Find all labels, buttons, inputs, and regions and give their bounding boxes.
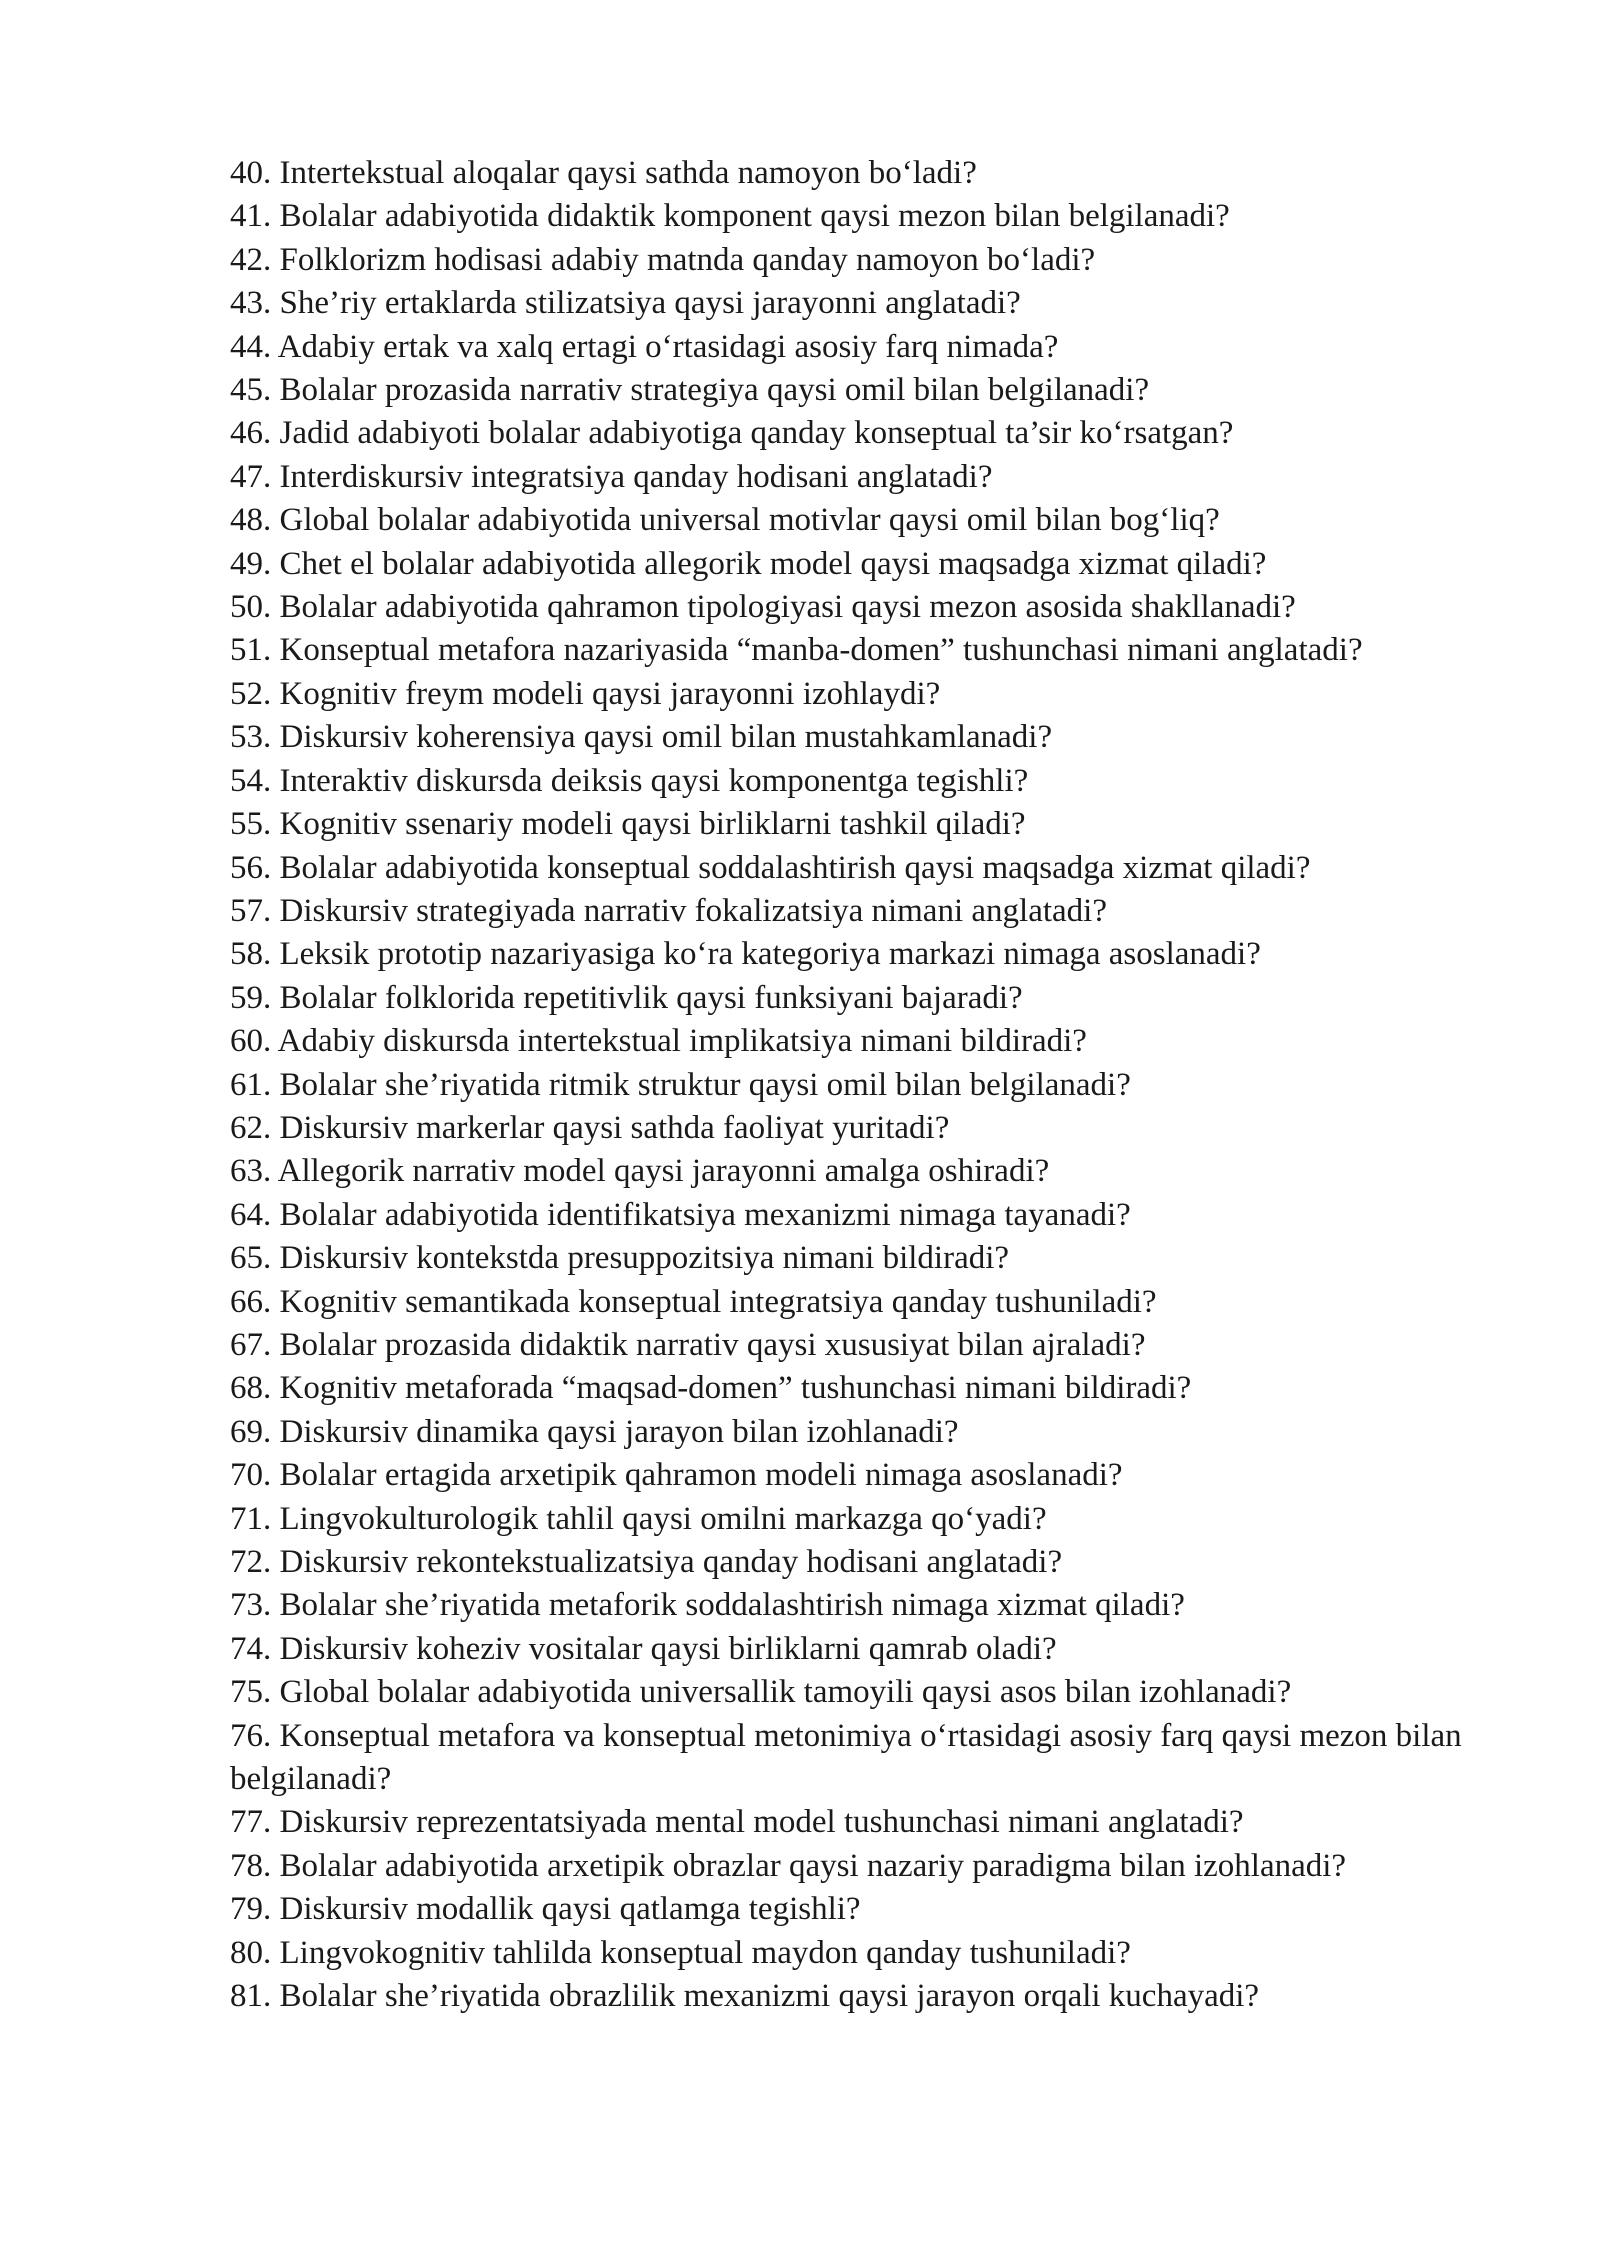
- question-item: 57. Diskursiv strategiyada narrativ fokalizatsiya nimani anglatadi?: [230, 892, 1107, 929]
- question-item: 56. Bolalar adabiyotida konseptual soddalashtirish qaysi maqsadga xizmat qiladi?: [230, 849, 1311, 886]
- question-item: 78. Bolalar adabiyotida arxetipik obrazlar qaysi nazariy paradigma bilan izohlanadi?: [230, 1847, 1347, 1884]
- question-item: 44. Adabiy ertak va xalq ertagi o‘rtasidagi asosiy farq nimada?: [230, 328, 1059, 365]
- question-item: 45. Bolalar prozasida narrativ strategiya qaysi omil bilan belgilanadi?: [230, 372, 1150, 409]
- question-item: 46. Jadid adabiyoti bolalar adabiyotiga qanday konseptual ta’sir ko‘rsatgan?: [230, 415, 1234, 452]
- question-item: 47. Interdiskursiv integratsiya qanday hodisani anglatadi?: [230, 458, 993, 495]
- question-item: 50. Bolalar adabiyotida qahramon tipologiyasi qaysi mezon asosida shakllanadi?: [230, 589, 1296, 626]
- question-item: 79. Diskursiv modallik qaysi qatlamga tegishli?: [230, 1891, 861, 1928]
- question-item: 48. Global bolalar adabiyotida universal motivlar qaysi omil bilan bog‘liq?: [230, 502, 1220, 539]
- question-item: 67. Bolalar prozasida didaktik narrativ qaysi xususiyat bilan ajraladi?: [230, 1326, 1146, 1363]
- question-item: 61. Bolalar she’riyatida ritmik struktur qaysi omil bilan belgilanadi?: [230, 1066, 1131, 1103]
- question-item: 71. Lingvokulturologik tahlil qaysi omilni markazga qo‘yadi?: [230, 1500, 1047, 1537]
- question-item: 58. Leksik prototip nazariyasiga ko‘ra kategoriya markazi nimaga asoslanadi?: [230, 936, 1261, 973]
- question-item: 72. Diskursiv rekontekstualizatsiya qanday hodisani anglatadi?: [230, 1544, 1063, 1580]
- question-item: 64. Bolalar adabiyotida identifikatsiya mexanizmi nimaga tayanadi?: [230, 1196, 1131, 1233]
- question-item: 62. Diskursiv markerlar qaysi sathda faoliyat yuritadi?: [230, 1109, 950, 1146]
- question-item: 54. Interaktiv diskursda deiksis qaysi komponentga tegishli?: [230, 762, 1029, 799]
- question-item: 65. Diskursiv kontekstda presuppozitsiya nimani bildiradi?: [230, 1240, 1010, 1277]
- question-item: 81. Bolalar she’riyatida obrazlilik mexanizmi qaysi jarayon orqali kuchayadi?: [230, 1978, 1260, 2015]
- question-item: 70. Bolalar ertagida arxetipik qahramon modeli nimaga asoslanadi?: [230, 1457, 1123, 1494]
- question-item: 60. Adabiy diskursda intertekstual implikatsiya nimani bildiradi?: [230, 1023, 1087, 1060]
- question-item: 69. Diskursiv dinamika qaysi jarayon bilan izohlanadi?: [230, 1413, 959, 1450]
- question-item: 52. Kognitiv freym modeli qaysi jarayonni izohlaydi?: [230, 675, 941, 712]
- question-item: 51. Konseptual metafora nazariyasida “manba-domen” tushunchasi nimani anglatadi?: [230, 632, 1363, 669]
- question-item: 80. Lingvokognitiv tahlilda konseptual maydon qanday tushuniladi?: [230, 1934, 1131, 1971]
- question-item: 41. Bolalar adabiyotida didaktik komponent qaysi mezon bilan belgilanadi?: [230, 198, 1230, 235]
- question-item: 77. Diskursiv reprezentatsiyada mental model tushunchasi nimani anglatadi?: [230, 1804, 1244, 1841]
- question-item: 42. Folklorizm hodisasi adabiy matnda qanday namoyon bo‘ladi?: [230, 241, 1096, 278]
- question-list: [230, 152, 1480, 2018]
- question-item: 68. Kognitiv metaforada “maqsad-domen” tushunchasi nimani bildiradi?: [230, 1370, 1192, 1407]
- question-item: 43. She’riy ertaklarda stilizatsiya qaysi jarayonni anglatadi?: [230, 285, 1021, 322]
- question-item: 53. Diskursiv koherensiya qaysi omil bilan mustahkamlanadi?: [230, 719, 1053, 756]
- question-item: 63. Allegorik narrativ model qaysi jarayonni amalga oshiradi?: [230, 1153, 1050, 1190]
- question-item: 40. Intertekstual aloqalar qaysi sathda namoyon bo‘ladi?: [230, 155, 977, 191]
- question-item: 76. Konseptual metafora va konseptual metonimiya o‘rtasidagi asosiy farq qaysi mezon bilan belgilanadi?: [230, 1717, 1462, 1798]
- question-item: 75. Global bolalar adabiyotida universallik tamoyili qaysi asos bilan izohlanadi?: [230, 1674, 1292, 1711]
- question-item: 55. Kognitiv ssenariy modeli qaysi birliklarni tashkil qiladi?: [230, 806, 1026, 843]
- question-item: 66. Kognitiv semantikada konseptual integratsiya qanday tushuniladi?: [230, 1283, 1157, 1320]
- question-item: 59. Bolalar folklorida repetitivlik qaysi funksiyani bajaradi?: [230, 979, 1023, 1016]
- question-item: 49. Chet el bolalar adabiyotida allegorik model qaysi maqsadga xizmat qiladi?: [230, 545, 1267, 582]
- question-item: 74. Diskursiv koheziv vositalar qaysi birliklarni qamrab oladi?: [230, 1630, 1057, 1667]
- question-item: 73. Bolalar she’riyatida metaforik soddalashtirish nimaga xizmat qiladi?: [230, 1587, 1185, 1624]
